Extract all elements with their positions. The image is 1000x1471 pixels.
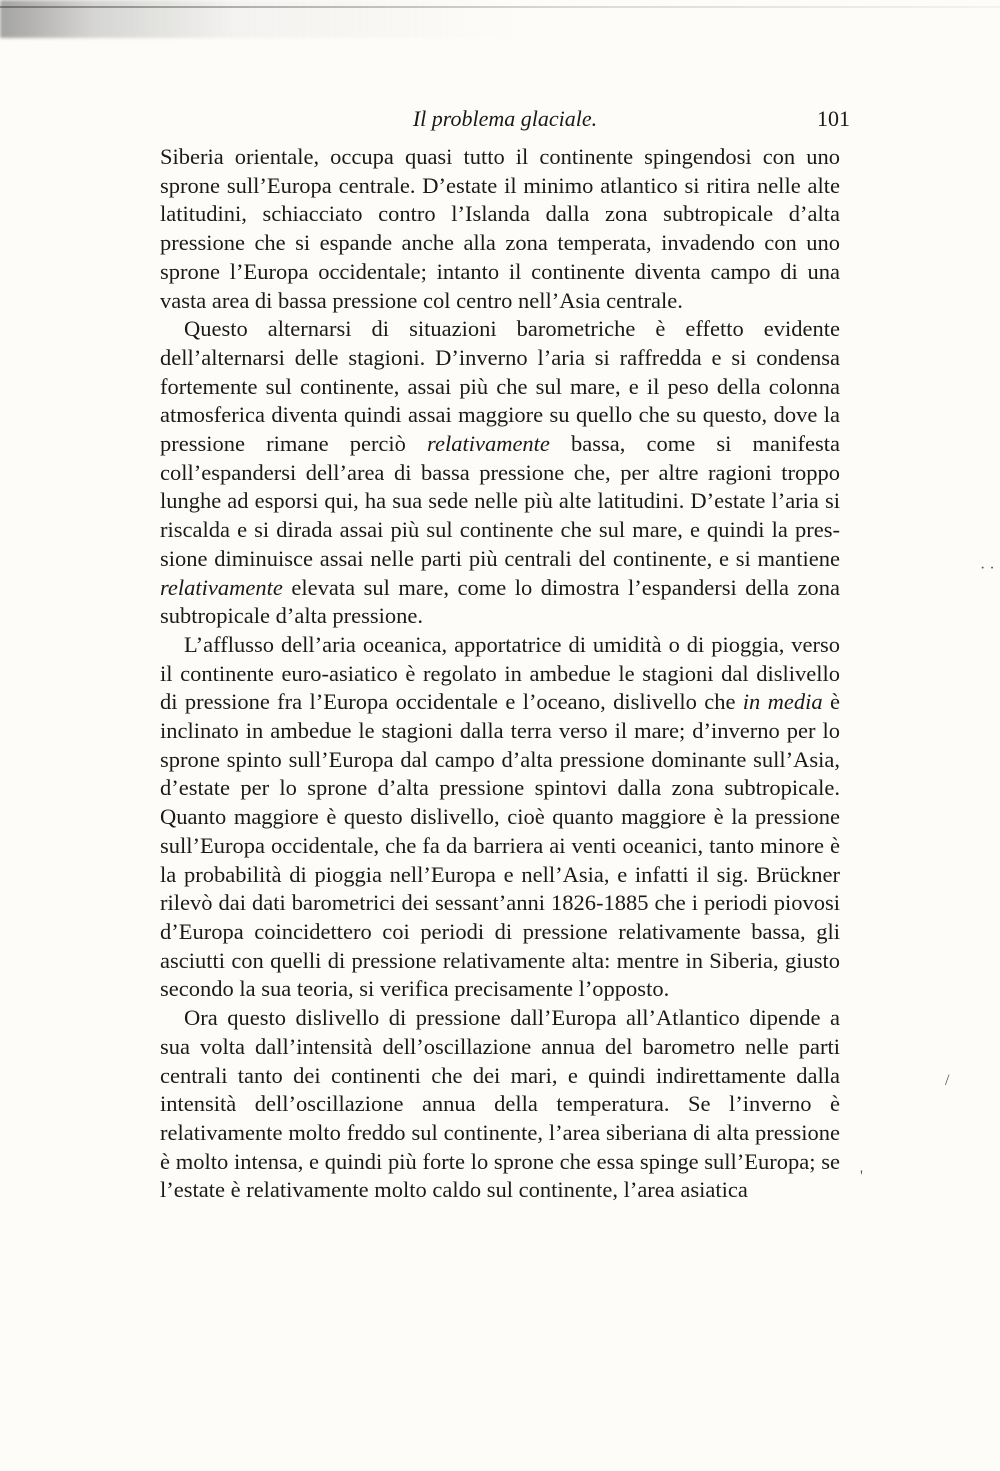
text-run: è inclinato in ambedue le stagioni dalla terra verso il mare; d’inverno per lo sprone spinto sull’Europa dal campo d’alta pressione dominante sull’Asia, d’estate per lo sprone d’alta pressione spintovi dalla zona subtropicale. Quanto maggiore è questo dislivello, cioè quanto maggiore è la pressione sull’Europa occidentale, che fa da barriera ai venti oceanici, tanto minore è la probabilità di pioggia nell’Europa e nell’Asia, e infatti il sig. Brückner rilevò dai dati barometrici dei sessant’anni 1826-1885 che i periodi piovosi d’Europa coincidettero coi periodi di pressione relativamente bassa, gli asciutti con quelli di pressione relativamente alta: mentre in Siberia, giusto secondo la sua teoria, si verifica precisamente l’opposto. bbox=[160, 689, 840, 1002]
italic-emphasis: relativamente bbox=[160, 574, 283, 600]
paragraph bbox=[160, 631, 840, 1004]
scan-edge-line bbox=[0, 6, 1000, 8]
italic-emphasis: in media bbox=[742, 689, 823, 715]
running-title: Il problema glaciale. bbox=[412, 106, 598, 131]
text-run: elevata sul mare, come lo dimostra l’espandersi della zona subtropicale d’alta pressione. bbox=[160, 574, 840, 629]
text-run: Siberia orientale, occupa quasi tutto il continente spingendosi con uno sprone sull’Europa centrale. D’estate il minimo atlantico si ritira nelle alte latitudini, schiacciato contro l’Islanda dalla zona subtropicale d’alta pressione che si espande anche alla zona temperata, invadendo con uno sprone l’Europa occidentale; intanto il continente diventa campo di una vasta area di bassa pressione col centro nell’Asia centrale. bbox=[160, 144, 840, 313]
text-run: Ora questo dislivello di pressione dall’Europa all’Atlantico dipende a sua volta dall’intensità dell’oscillazione annua del barometro nelle parti centrali tanto dei continenti che dei mari, e quindi indirettamente dalla intensità dell’oscillazione annua della temperatura. Se l’inverno è relativamente molto freddo sul continente, l’area siberiana di alta pressione è molto intensa, e quindi più forte lo sprone che essa spinge sull’Europa; se l’estate è relativamente molto caldo sul continente, l’area asiatica bbox=[160, 1005, 840, 1203]
italic-emphasis: relativamente bbox=[427, 431, 550, 457]
paragraph bbox=[160, 1004, 840, 1205]
margin-mark: / bbox=[945, 1072, 950, 1089]
margin-mark: · · bbox=[980, 560, 995, 577]
body-text bbox=[160, 143, 840, 1205]
text-run: bassa, come si manifesta coll’espandersi dell’area di bassa pressione che, per altre ragioni troppo lunghe ad esporsi qui, ha sua sede nelle più alte latitudini. D’estate l’aria si riscalda e si dirada assai più sul continente che sul mare, e quindi la pressione diminuisce assai nelle parti più centrali del continente, e si mantiene bbox=[160, 431, 840, 571]
text-run: Questo alternarsi di situazioni barometriche è effetto evidente dell’alternarsi delle stagioni. D’inverno l’aria si raffredda e si condensa fortemente sul continente, assai più che sul mare, e il peso della colonna atmosferica diventa quindi assai maggiore su quello che su questo, dove la pressione rimane perciò bbox=[160, 316, 840, 457]
text-run: L’afflusso dell’aria oceanica, apportatrice di umidità o di pioggia, verso il continente euro-asiatico è regolato in ambedue le stagioni dal dislivello di pressione fra l’Europa occidentale e l’oceano, dislivello che bbox=[160, 631, 840, 715]
margin-mark: ' bbox=[860, 1168, 863, 1185]
paragraph bbox=[160, 315, 840, 631]
paragraph bbox=[160, 143, 840, 315]
page-number: 101 bbox=[817, 106, 850, 131]
page-header bbox=[160, 104, 850, 134]
